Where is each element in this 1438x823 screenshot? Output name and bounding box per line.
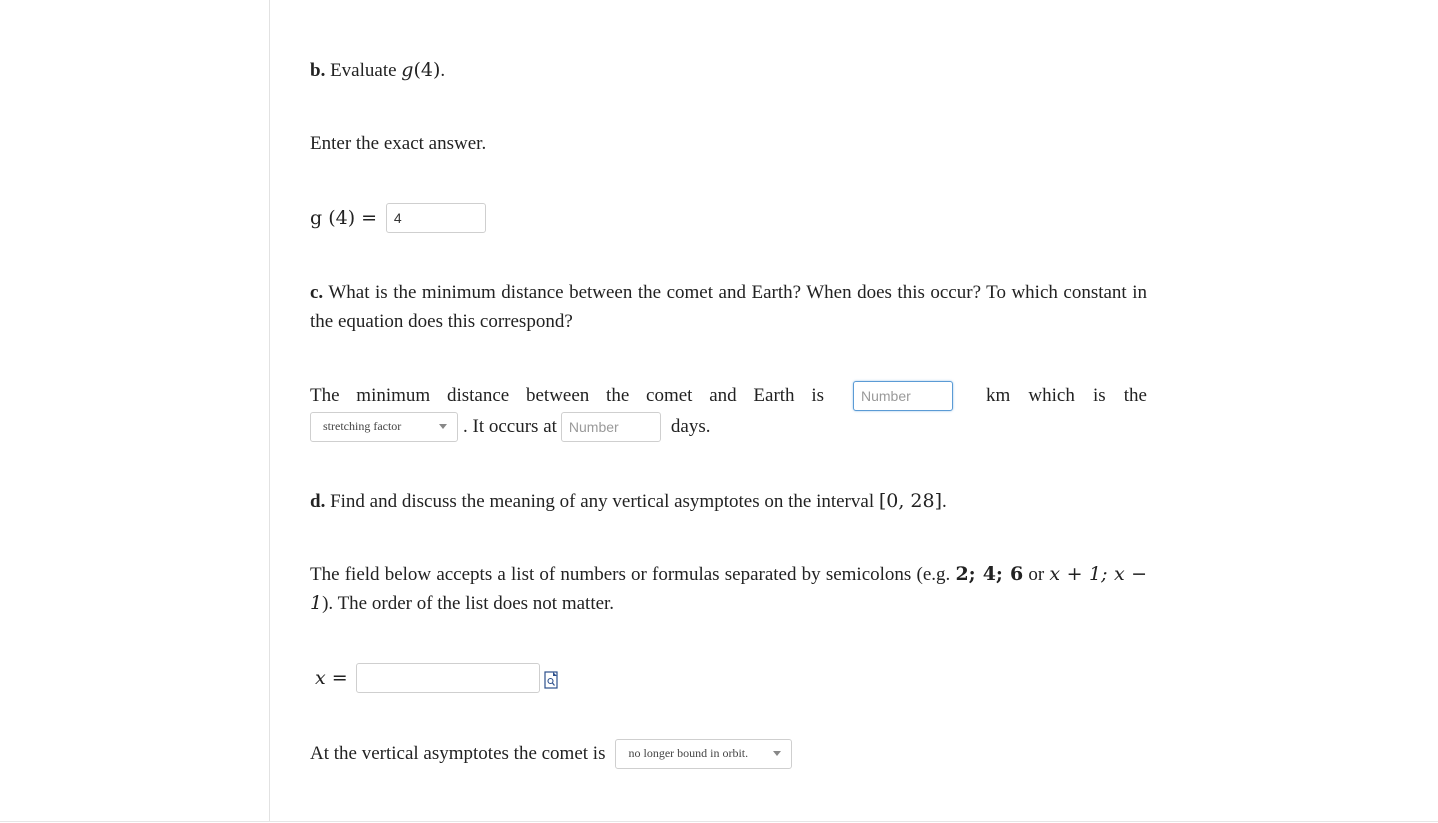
- part-d-label: d.: [310, 491, 326, 512]
- occurs-days-input[interactable]: [561, 412, 661, 442]
- part-d-hint-or: or: [1028, 564, 1045, 585]
- part-c-question: [310, 278, 1147, 336]
- part-d-answer-row: [310, 663, 1147, 693]
- part-b-func-name: g: [401, 59, 414, 81]
- chevron-down-icon: [773, 751, 781, 756]
- part-b-period: .: [440, 60, 446, 81]
- part-d-period: .: [942, 491, 947, 512]
- part-b-instruction: Enter the exact answer.: [310, 133, 487, 154]
- part-c-sentence-line1: [310, 380, 1147, 411]
- asymptote-x-input[interactable]: [356, 663, 540, 693]
- min-distance-input[interactable]: [853, 381, 953, 411]
- part-c-days-text: days.: [670, 416, 711, 437]
- left-panel-divider: [269, 0, 270, 822]
- part-c-occurs-text: . It occurs at: [463, 416, 557, 437]
- constant-select-value: stretching factor: [323, 419, 402, 433]
- asymptote-meaning-select[interactable]: [615, 739, 792, 769]
- part-d-hint: [310, 560, 1147, 618]
- constant-select[interactable]: [310, 412, 458, 442]
- chevron-down-icon: [439, 424, 447, 429]
- formula-preview-icon[interactable]: [544, 669, 558, 687]
- part-c-label: c.: [310, 282, 324, 303]
- part-d-hint-example2: x + 1; x − 1: [310, 563, 1148, 614]
- part-c-question-text: What is the minimum distance between the comet and Earth? When does this occur? To which constant in the equation does this correspond?: [310, 282, 1147, 332]
- part-c-sentence-mid: km which is the: [986, 385, 1147, 406]
- part-c-sentence-line2: [310, 411, 1147, 442]
- part-b-prompt: [310, 56, 1147, 85]
- part-b-answer-lhs: g (4) =: [310, 206, 378, 229]
- part-c-sentence-start: [310, 381, 824, 410]
- part-d-answer-lhs: x =: [315, 667, 348, 689]
- asymptote-select-value: no longer bound in orbit.: [628, 746, 749, 760]
- part-b-func-arg: (4): [413, 59, 441, 81]
- bottom-divider: [0, 821, 1438, 822]
- part-b-answer-row: [310, 202, 1147, 233]
- part-d-question-text: Find and discuss the meaning of any vertical asymptotes on the interval: [330, 491, 875, 512]
- part-d-hint-example1: 2; 4; 6: [955, 563, 1024, 585]
- part-d-asymptote-sentence: At the vertical asymptotes the comet is: [310, 743, 606, 764]
- part-d-asymptote-row: [310, 738, 1147, 769]
- part-d-hint-start: The field below accepts a list of numbers or formulas separated by semicolons (e.g.: [310, 564, 951, 585]
- part-b-label: b.: [310, 60, 326, 81]
- part-d-question: [310, 487, 1147, 516]
- part-d-hint-end: ). The order of the list does not matter.: [322, 593, 615, 614]
- part-d-interval: [0, 28]: [878, 490, 943, 512]
- part-c-sentence-start-text: The minimum distance between the comet and Earth is: [310, 385, 824, 406]
- part-b-prompt-text: Evaluate: [330, 60, 397, 81]
- g4-answer-input[interactable]: [386, 203, 486, 233]
